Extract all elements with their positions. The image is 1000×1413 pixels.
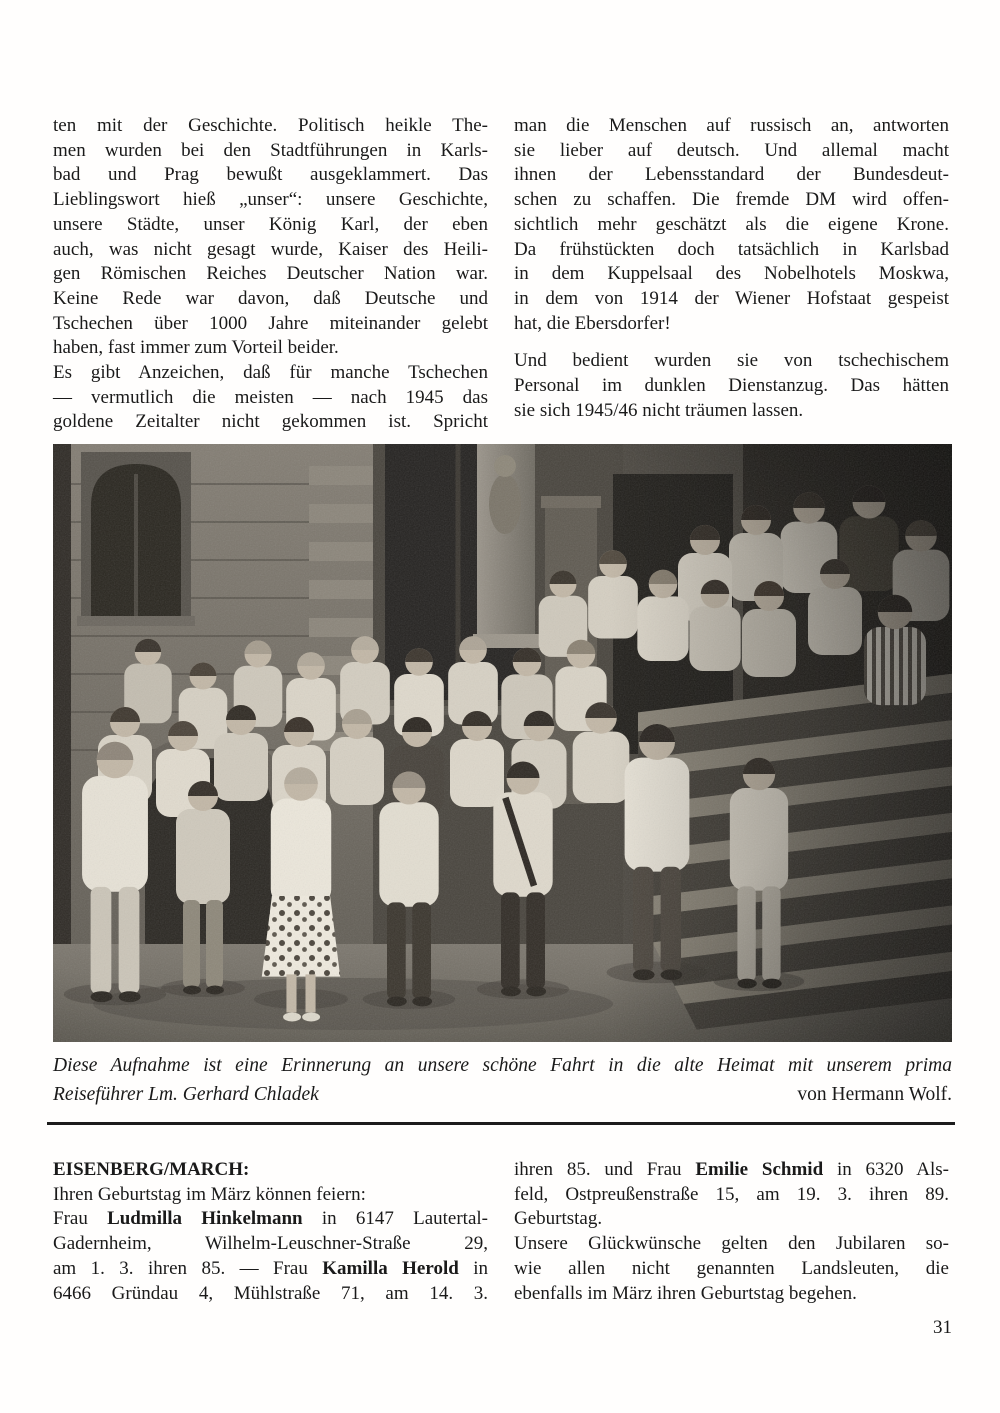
birthdays-right-column: ihren 85. und Frau Emilie Schmid in 6320 Als- feld, Ostpreußenstraße 15, am 19. 3. ihren 89. Geburtstag. Unsere Glückwünsche gelten den Jubilaren so- wie allen nicht genannten Landsleuten, die ebenfalls im März ihren Geburtstag begehen. — [514, 1159, 949, 1304]
film-grain-overlay — [53, 444, 952, 1042]
group-photo — [53, 444, 952, 1042]
page-number: 31 — [933, 1317, 952, 1338]
birthdays-section — [53, 1158, 952, 1306]
section-divider — [47, 1122, 955, 1125]
top-article-left-column: ten mit der Geschichte. Politisch heikle The- men wurden bei den Stadtführungen in Karls- bad und Prag bewußt ausgeklammert. Das Lieblingswort hieß „unser“: unsere Geschichte, unsere Städte, unser König Karl, der eben auch, was nicht gesagt wurde, Kaiser des Heili- gen Römischen Reiches Deutscher Nation war. Keine Rede war davon, daß Deutsche und Tschechen über 1000 Jahre miteinander gelebt haben, fast immer zum Vorteil beider. Es gibt Anzeichen, daß für manche Tschechen — vermutlich die meisten — nach 1945 das goldene Zeitalter nicht gekommen ist. Spricht — [53, 115, 488, 433]
photo-caption — [53, 1051, 952, 1109]
photo-caption-guide: Reiseführer Lm. Gerhard Chladek — [53, 1084, 319, 1105]
top-article-right-column: man die Menschen auf russisch an, antworten sie lieber auf deutsch. Und allemal macht ihnen der Lebensstandard der Bundesdeut- schen zu schaffen. Die fremde DM wird offen- sichtlich mehr geschätzt als die eigene Krone. Da frühstückten doch tatsächlich in Karlsbad in dem Kuppelsaal des Nobelhotels Moskwa, in dem von 1914 der Wiener Hofstaat gespeist hat, die Ebersdorfer! Und bedient wurden sie von tschechischem Personal im dunklen Dienstanzug. Das hätten sie sich 1945/46 nicht träumen lassen. — [514, 115, 949, 421]
group-photo-illustration — [53, 444, 952, 1042]
birthdays-left-column: EISENBERG/MARCH: Ihren Geburtstag im März können feiern: Frau Ludmilla Hinkelmann in 6147 Lautertal- Gadernheim, Wilhelm-Leuschner-Straße 29, am 1. 3. ihren 85. — Frau Kamilla Herold in 6466 Gründau 4, Mühlstraße 71, am 14. 3. — [53, 1159, 488, 1304]
top-article — [53, 114, 952, 435]
photo-caption-author: von Hermann Wolf. — [797, 1084, 952, 1105]
photo-caption-line1: Diese Aufnahme ist eine Erinnerung an unsere schöne Fahrt in die alte Heimat mit unserem prima — [53, 1055, 952, 1076]
